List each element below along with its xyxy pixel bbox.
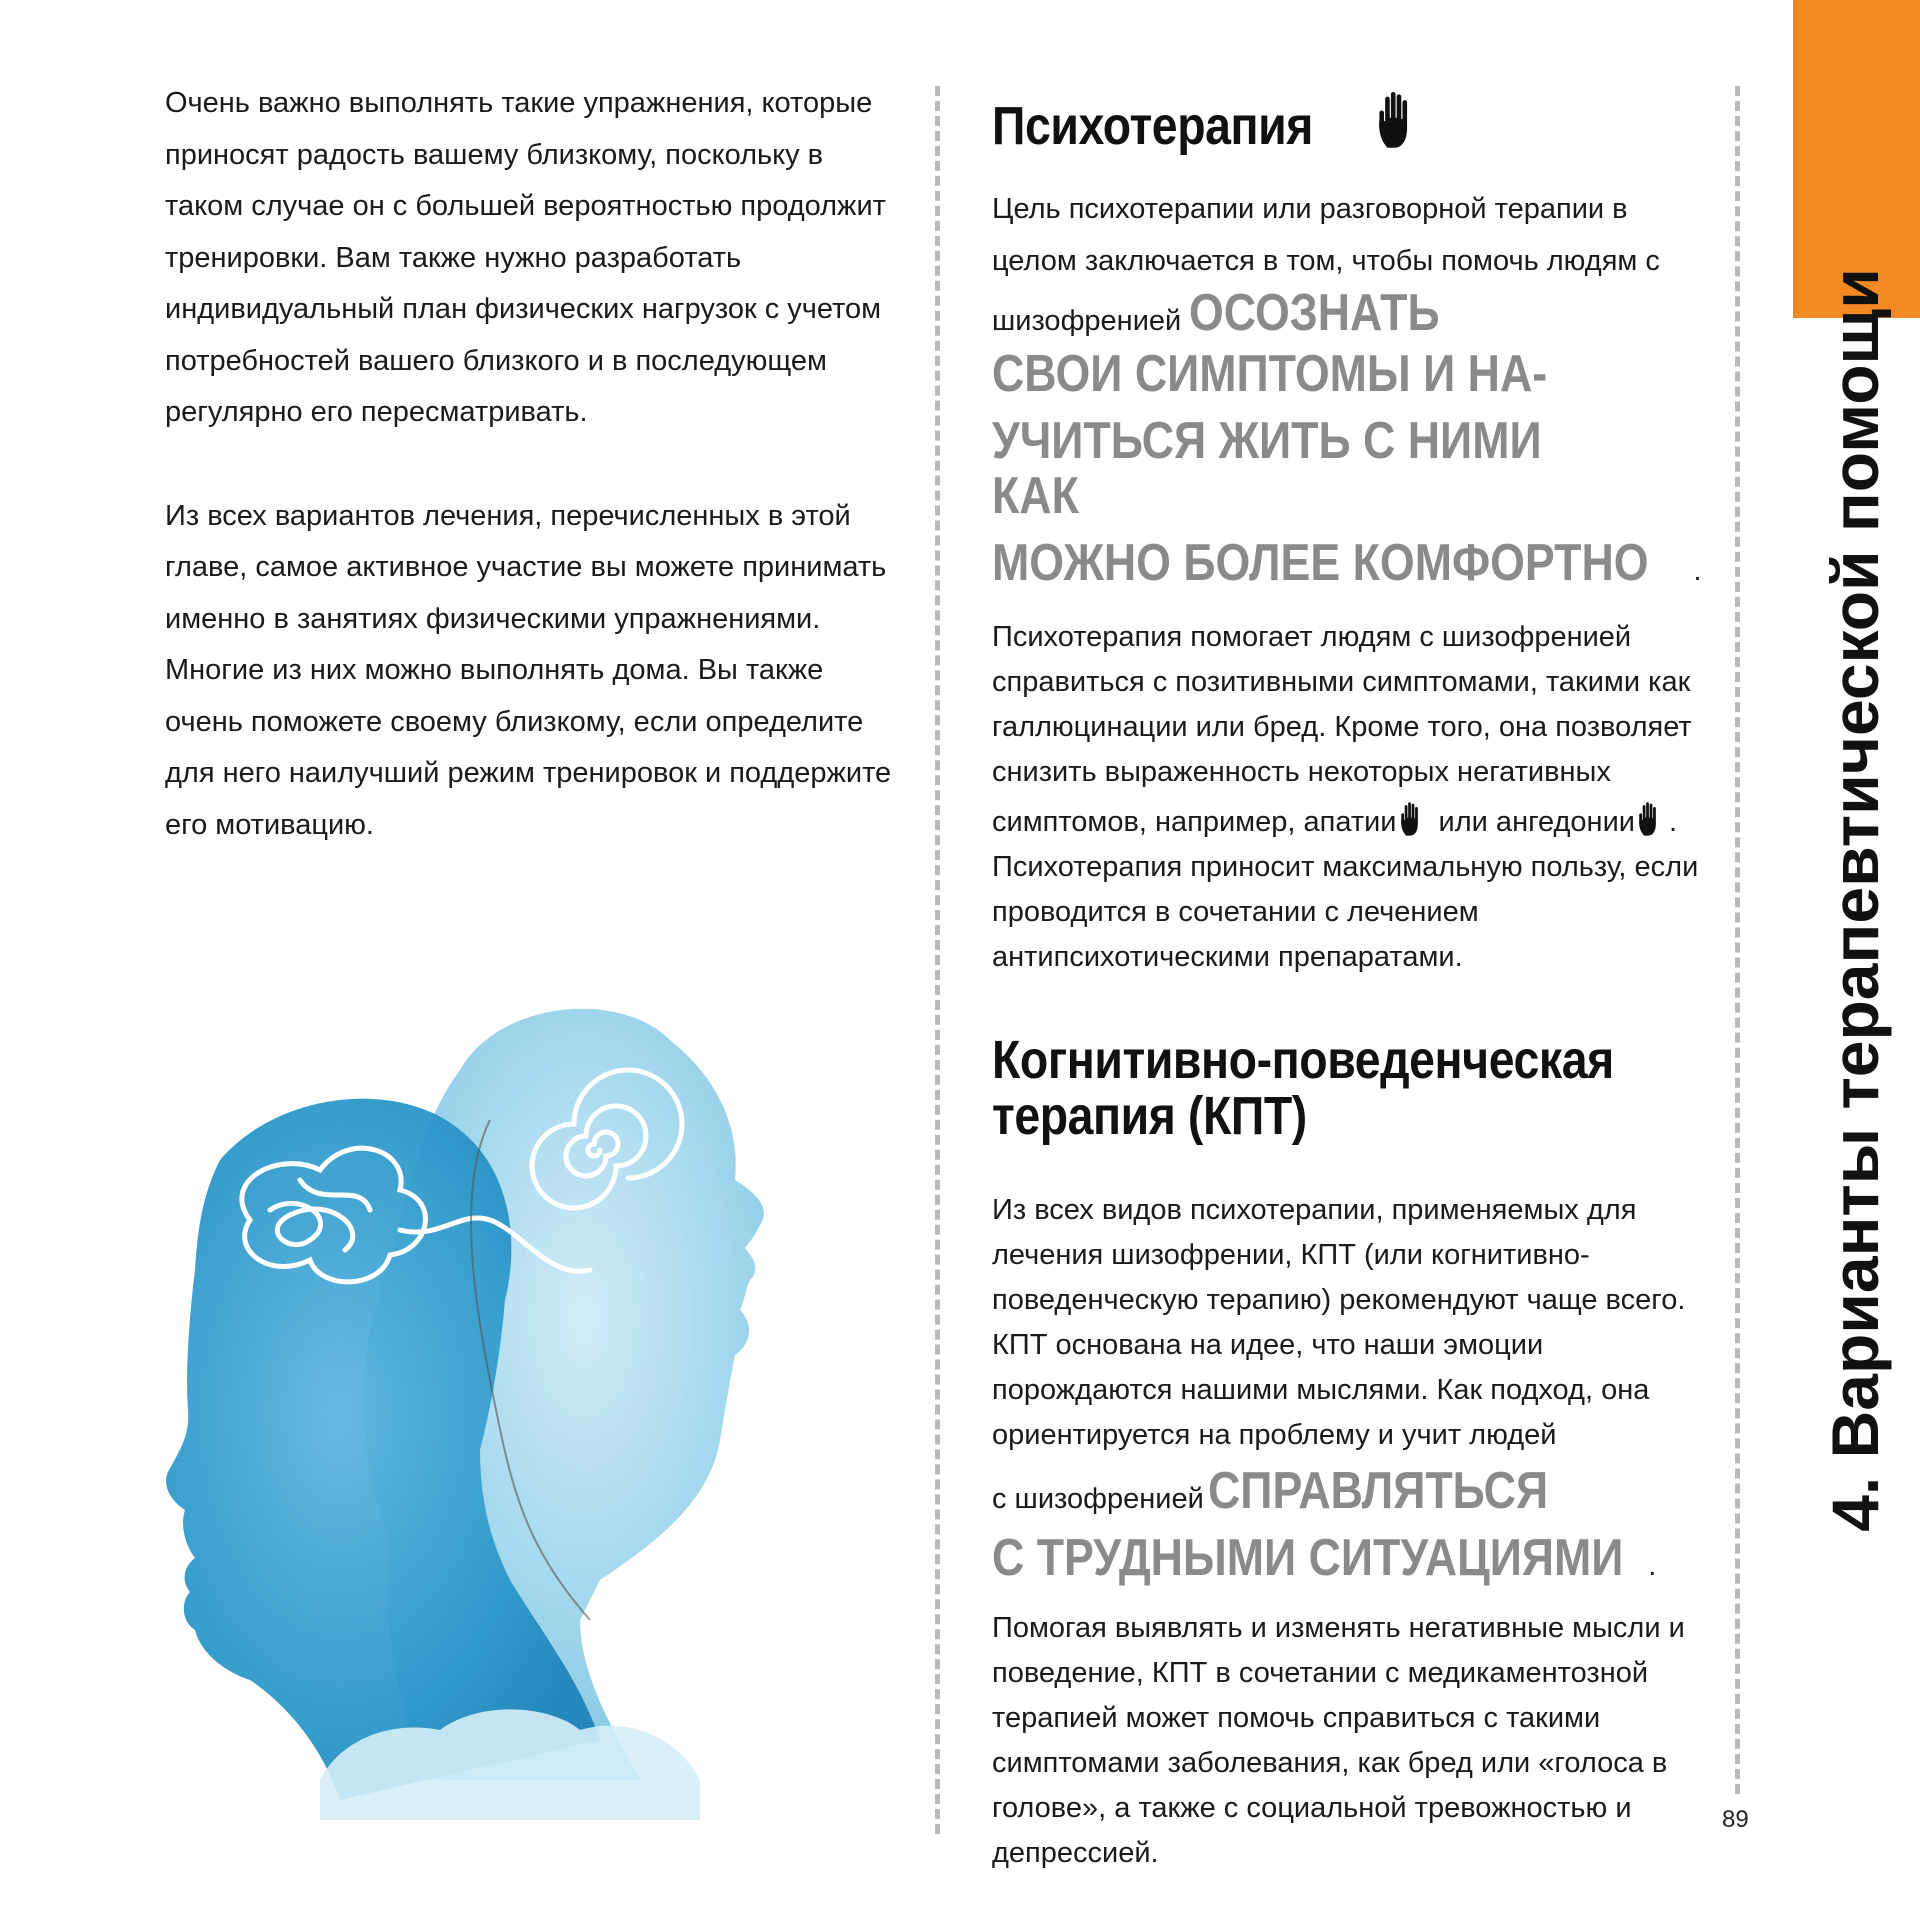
emphasis-text: СВОИ СИМПТОМЫ И НА- bbox=[992, 345, 1548, 403]
paragraph-text: Из всех видов психотерапии, применяемых для лечения шизофрении, КПТ (или когнитивно-поведенческую терапию) рекомендуют чаще всего. КПТ основана на идее, что наши эмоции порождаются нашими мыслями. Как подход, она ориентируется на проблему и учит людей bbox=[992, 1194, 1686, 1451]
psychotherapy-intro bbox=[992, 183, 1712, 347]
chapter-title: 4. Варианты терапевтической помощи bbox=[1818, 268, 1892, 1532]
emphasis-block bbox=[992, 1464, 1712, 1598]
emphasis-text: МОЖНО БОЛЕЕ КОМФОРТНО bbox=[992, 534, 1649, 592]
cbt-paragraph: Помогая выявлять и изменять негативные мысли и поведение, КПТ в сочетании с медикаментозной терапией может помочь справиться с такими симптомами заболевания, как бред или «голоса в голове», а также с социальной тревожностью и депрессией. bbox=[992, 1612, 1685, 1869]
paragraph-text: или ангедонии bbox=[1430, 806, 1635, 838]
emphasis-text: УЧИТЬСЯ ЖИТЬ С НИМИ КАК bbox=[992, 412, 1542, 525]
cbt-intro bbox=[992, 1188, 1712, 1458]
page-number: 89 bbox=[1722, 1806, 1749, 1833]
left-column bbox=[165, 78, 905, 851]
emphasis-text: СПРАВЛЯТЬСЯ bbox=[1208, 1462, 1549, 1520]
emphasis-text: С ТРУДНЫМИ СИТУАЦИЯМИ bbox=[992, 1529, 1624, 1587]
paragraph: Из всех вариантов лечения, перечисленных в этой главе, самое активное участие вы можете принимать именно в занятиях физическими упражнениями. Многие из них можно выполнять дома. Вы также очень поможете своему близкому, если определите для него наилучший режим тренировок и поддержите его мотивацию. bbox=[165, 499, 892, 841]
intro-text: Цель психотерапии или разговорной терапии в целом заключается в том, чтобы помочь людям с шизофренией bbox=[992, 193, 1660, 337]
section-heading-cbt bbox=[992, 1032, 1712, 1144]
hand-icon bbox=[1399, 801, 1427, 837]
paragraph: Очень важно выполнять такие упражнения, которые приносят радость вашему близкому, поскольку в таком случае он с большей вероятностью продолжит тренировки. Вам также нужно разработать индивидуальный план физических нагрузок с учетом потребностей вашего близкого и в последующем регулярно его пересматривать. bbox=[165, 87, 886, 428]
hand-icon bbox=[1375, 90, 1423, 150]
emphasis-block bbox=[992, 347, 1712, 603]
psychotherapy-paragraph bbox=[992, 615, 1712, 980]
section-heading-psychotherapy bbox=[992, 84, 1712, 157]
emphasis-period: . bbox=[1693, 555, 1702, 587]
paragraph-text: . Психотерапия приносит максимальную пользу, если проводится в сочетании с лечением антипсихотическими препаратами. bbox=[992, 806, 1699, 973]
emphasis-period: . bbox=[1648, 1550, 1657, 1582]
section-title: Когнитивно-поведенческая bbox=[992, 1030, 1614, 1090]
right-column bbox=[992, 84, 1712, 1876]
paragraph-text: Психотерапия помогает людям с шизофренией справиться с позитивными симптомами, такими как галлюцинации или бред. Кроме того, она позволяет снизить выраженность некоторых негативных симптомов, например, апатии bbox=[992, 621, 1692, 838]
emphasis-text: ОСОЗНАТЬ bbox=[1189, 284, 1440, 342]
section-title: терапия (КПТ) bbox=[992, 1086, 1307, 1146]
hand-icon bbox=[1637, 801, 1665, 837]
two-heads-illustration bbox=[160, 980, 920, 1820]
dashed-divider bbox=[1735, 86, 1740, 1794]
paragraph-text: с шизофренией bbox=[992, 1483, 1204, 1515]
section-title: Психотерапия bbox=[992, 96, 1313, 156]
dashed-divider bbox=[935, 86, 940, 1834]
